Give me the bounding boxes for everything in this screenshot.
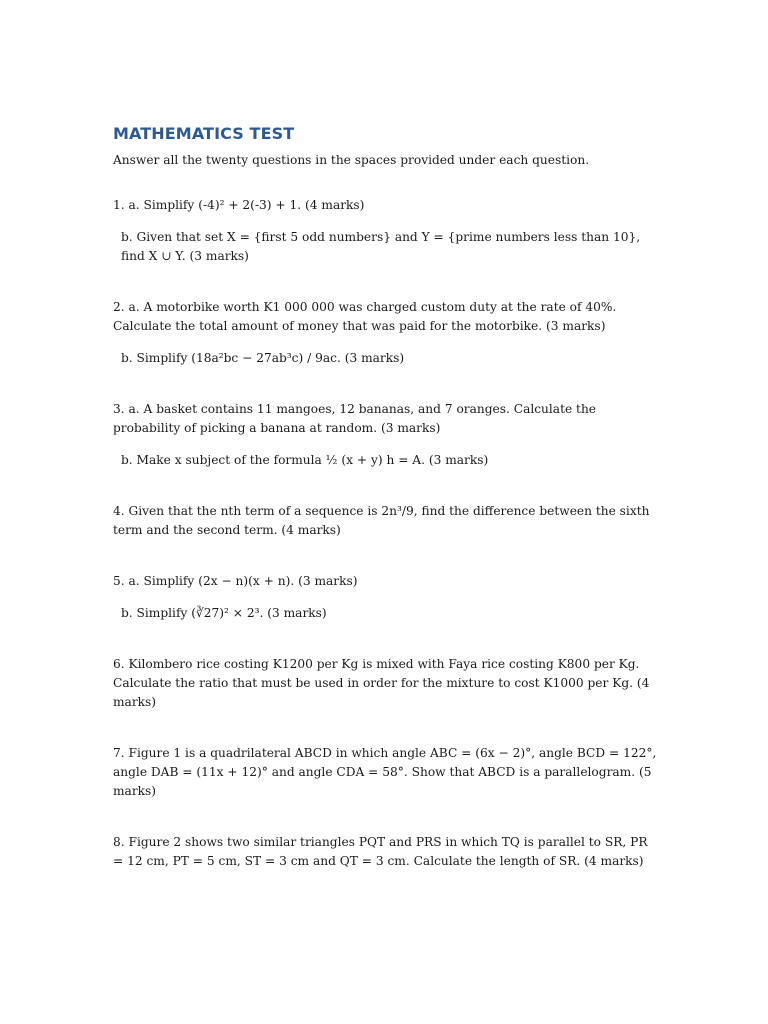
question-4-text: 4. Given that the nth term of a sequence is 2n³/9, find the difference between the sixth term and the second term. (4 marks) bbox=[113, 504, 650, 537]
question-2 bbox=[113, 298, 658, 368]
question-6 bbox=[113, 655, 658, 712]
question-5 bbox=[113, 572, 658, 623]
question-3a: 3. a. A basket contains 11 mangoes, 12 bananas, and 7 oranges. Calculate the probability of picking a banana at random. (3 marks) bbox=[113, 402, 597, 435]
question-7 bbox=[113, 744, 658, 801]
question-3b: b. Make x subject of the formula ½ (x + y) h = A. (3 marks) bbox=[121, 453, 489, 467]
question-1 bbox=[113, 196, 658, 266]
question-8 bbox=[113, 833, 658, 871]
question-5a: 5. a. Simplify (2x − n)(x + n). (3 marks) bbox=[113, 574, 358, 588]
question-1a: 1. a. Simplify (-4)² + 2(-3) + 1. (4 marks) bbox=[113, 198, 365, 212]
question-5b: b. Simplify (∛27)² × 2³. (3 marks) bbox=[121, 606, 327, 620]
instructions: Answer all the twenty questions in the spaces provided under each question. bbox=[113, 153, 590, 167]
question-6-text: 6. Kilombero rice costing K1200 per Kg is mixed with Faya rice costing K800 per Kg. Calculate the ratio that must be used in order for the mixture to cost K1000 per Kg. (4 marks) bbox=[113, 657, 650, 709]
question-8-text: 8. Figure 2 shows two similar triangles PQT and PRS in which TQ is parallel to SR, PR = 12 cm, PT = 5 cm, ST = 3 cm and QT = 3 cm. Calculate the length of SR. (4 marks) bbox=[113, 835, 648, 868]
question-2b: b. Simplify (18a²bc − 27ab³c) / 9ac. (3 marks) bbox=[121, 351, 405, 365]
page-title: MATHEMATICS TEST bbox=[113, 124, 295, 143]
question-1b: b. Given that set X = {first 5 odd numbers} and Y = {prime numbers less than 10}, find X ∪ Y. (3 marks) bbox=[121, 230, 641, 263]
document-page bbox=[113, 124, 658, 871]
question-4 bbox=[113, 502, 658, 540]
question-7-text: 7. Figure 1 is a quadrilateral ABCD in which angle ABC = (6x − 2)°, angle BCD = 122°, angle DAB = (11x + 12)° and angle CDA = 58°. Show that ABCD is a parallelogram. (5 marks) bbox=[113, 746, 657, 798]
question-3 bbox=[113, 400, 658, 470]
question-2a: 2. a. A motorbike worth K1 000 000 was charged custom duty at the rate of 40%. Calculate the total amount of money that was paid for the motorbike. (3 marks) bbox=[113, 300, 617, 333]
